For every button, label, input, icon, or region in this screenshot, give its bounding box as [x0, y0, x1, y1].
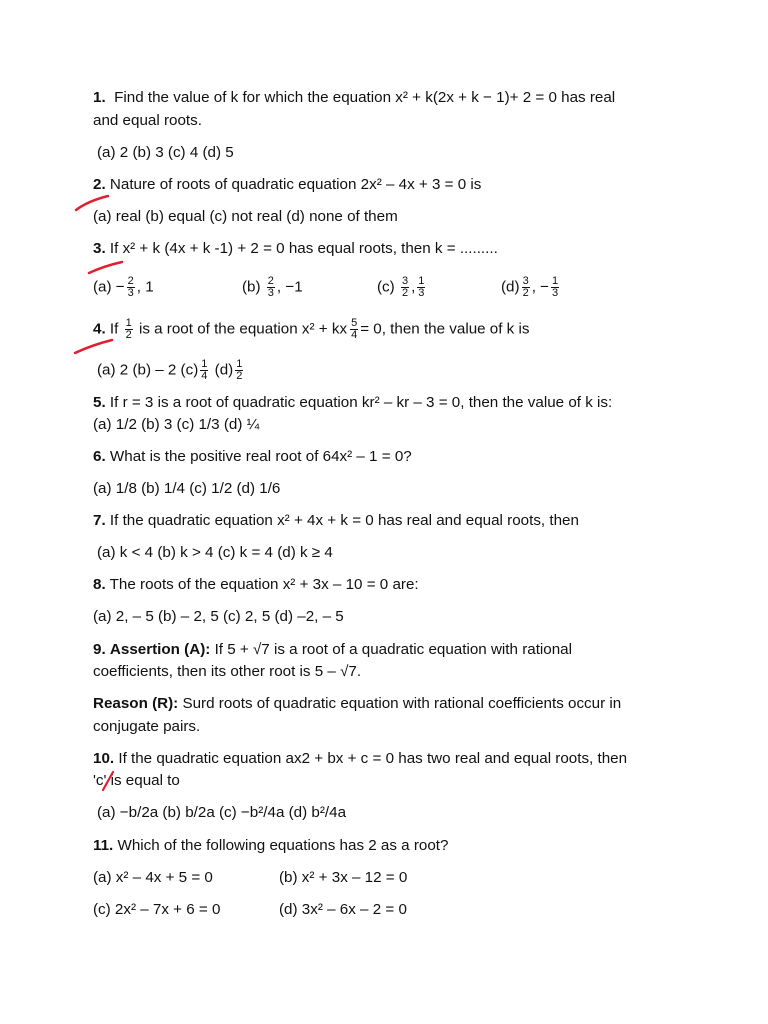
q8-text: The roots of the equation x² + 3x – 10 = 0 are:: [109, 576, 419, 593]
q6-number: 6.: [93, 448, 106, 465]
q9-reason-line2: conjugate pairs.: [93, 718, 201, 735]
q7-number: 7.: [93, 512, 106, 529]
q3-text: If x² + k (4x + k -1) + 2 = 0 has equal roots, then k = .........: [109, 240, 498, 257]
q3-option-b-fraction: $\frac{2}{3}$: [267, 275, 274, 299]
q4-option-d-fraction: $\frac{1}{2}$: [236, 358, 243, 382]
q3-option-a-tail: , 1: [136, 278, 154, 296]
q9-reason-label: Reason (R):: [93, 695, 179, 712]
q10-options: (a) −b/2a (b) b/2a (c) −b²/4a (d) b²/4a: [97, 804, 347, 821]
q3-option-c: (c) $\frac{3}{2}$ , $\frac{1}{3}$: [377, 275, 425, 299]
q11-number: 11.: [93, 837, 114, 854]
q3-option-d-fraction1: $\frac{3}{2}$: [522, 275, 529, 299]
q4-option-c-fraction: $\frac{1}{4}$: [201, 358, 208, 382]
q10-number: 10.: [93, 750, 115, 767]
q1-number: 1.: [93, 89, 106, 106]
q6-options: (a) 1/8 (b) 1/4 (c) 1/2 (d) 1/6: [93, 480, 281, 497]
q1-line2: and equal roots.: [93, 112, 202, 129]
q1-text: Find the value of k for which the equation x² + k(2x + k − 1)+ 2 = 0 has real: [114, 89, 616, 106]
q8-number: 8.: [93, 576, 106, 593]
q7-options: (a) k < 4 (b) k > 4 (c) k = 4 (d) k ≥ 4: [97, 544, 333, 561]
q3-option-d-label: (d): [501, 278, 520, 296]
q5-text: If r = 3 is a root of quadratic equation kr² – kr – 3 = 0, then the value of k is:: [109, 394, 613, 411]
q10-text: If the quadratic equation ax2 + bx + c = 0 has two real and equal roots, then: [118, 750, 628, 767]
q3-option-a-label: (a) −: [93, 278, 125, 296]
q3-option-d-fraction2: $\frac{1}{3}$: [552, 275, 559, 299]
q2-text: Nature of roots of quadratic equation 2x² – 4x + 3 = 0 is: [109, 176, 482, 193]
q3-option-c-fraction2: $\frac{1}{3}$: [418, 275, 425, 299]
q9-assertion-label: Assertion (A):: [109, 641, 211, 658]
q4-fraction-root: $\frac{1}{2}$: [125, 317, 132, 341]
q11-option-b: (b) x² + 3x – 12 = 0: [279, 869, 408, 886]
q2-number: 2.: [93, 176, 106, 193]
q11-option-d: (d) 3x² – 6x – 2 = 0: [279, 901, 407, 918]
q7-text: If the quadratic equation x² + 4x + k = 0 has real and equal roots, then: [109, 512, 579, 529]
q9-assertion-text: If 5 + √7 is a root of a quadratic equation with rational: [214, 641, 573, 658]
q11-text: Which of the following equations has 2 as a root?: [117, 837, 449, 854]
q9-line2: coefficients, then its other root is 5 – √7.: [93, 663, 362, 680]
q2-options: (a) real (b) equal (c) not real (d) none of them: [93, 208, 398, 225]
q4-options: (a) 2 (b) – 2 (c) $\frac{1}{4}$ (d) $\frac{1}{2}$: [97, 358, 243, 382]
q9-reason-text: Surd roots of quadratic equation with rational coefficients occur in: [182, 695, 622, 712]
q3-option-d: (d) $\frac{3}{2}$ , − $\frac{1}{3}$: [501, 275, 559, 299]
q4-fraction-constant: $\frac{5}{4}$: [351, 317, 358, 341]
q10-line2: 'c' is equal to: [93, 772, 180, 789]
q4-number: 4.: [93, 320, 106, 338]
q4-line: 4. If $\frac{1}{2}$ is a root of the equation x² + kx $\frac{5}{4}$ = 0, then the value of k is: [93, 317, 530, 341]
red-tick-mark-q4: [75, 340, 112, 353]
q5-options: (a) 1/2 (b) 3 (c) 1/3 (d) ¼: [93, 416, 260, 433]
q6-text: What is the positive real root of 64x² – 1 = 0?: [109, 448, 412, 465]
red-tick-mark-q10: [103, 772, 113, 790]
q5-number: 5.: [93, 394, 106, 411]
q3-option-b-tail: , −1: [276, 278, 303, 296]
q3-option-a-fraction: $\frac{2}{3}$: [127, 275, 134, 299]
q3-option-c-fraction1: $\frac{3}{2}$: [401, 275, 409, 299]
q11-option-a: (a) x² – 4x + 5 = 0: [93, 869, 213, 886]
q3-option-b-label: (b): [242, 278, 265, 296]
q8-options: (a) 2, – 5 (b) – 2, 5 (c) 2, 5 (d) –2, – 5: [93, 608, 344, 625]
q3-option-c-label: (c): [377, 278, 399, 296]
q3-number: 3.: [93, 240, 106, 257]
q9-number: 9.: [93, 641, 106, 658]
red-tick-mark-q3: [89, 262, 122, 273]
q11-option-c: (c) 2x² – 7x + 6 = 0: [93, 901, 221, 918]
q1-options: (a) 2 (b) 3 (c) 4 (d) 5: [97, 144, 234, 161]
red-tick-mark-q2: [76, 196, 108, 210]
